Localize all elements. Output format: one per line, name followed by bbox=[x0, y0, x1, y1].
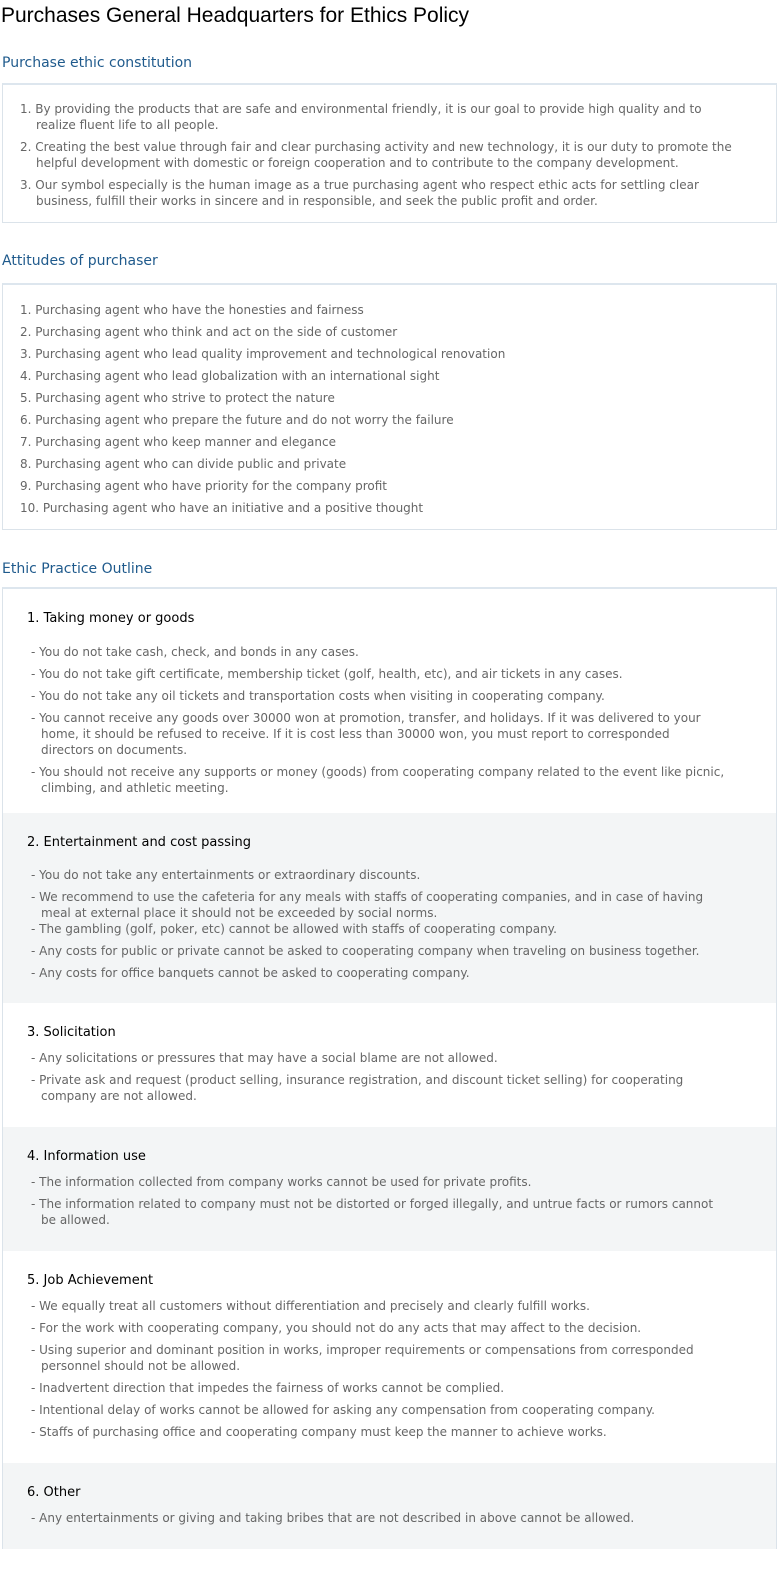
outline-section-heading: 5. Job Achievement bbox=[27, 1273, 154, 1288]
outline-section-2 bbox=[3, 813, 776, 1003]
outline-section-5 bbox=[3, 1251, 776, 1463]
outline-section-heading: 6. Other bbox=[27, 1485, 81, 1500]
attitude-item-7: 7. Purchasing agent who keep manner and elegance bbox=[20, 435, 336, 449]
outline-section-3 bbox=[3, 1003, 776, 1127]
outline-item: - Any entertainments or giving and taking bribes that are not described in above cannot be allowed. bbox=[31, 1511, 635, 1525]
outline-item: - You should not receive any supports or money (goods) from cooperating company related to the event like picnic, bbox=[31, 765, 725, 779]
attitude-item-1: 1. Purchasing agent who have the honesties and fairness bbox=[20, 303, 364, 317]
outline-section-heading: 2. Entertainment and cost passing bbox=[27, 835, 252, 850]
outline-item: be allowed. bbox=[41, 1213, 110, 1227]
constitution-item-3: 3. Our symbol especially is the human image as a true purchasing agent who respect ethic acts for settling clear bbox=[20, 178, 699, 192]
constitution-item-3: business, fulfill their works in sincere and in responsible, and seek the public profit and order. bbox=[36, 194, 598, 208]
outline-item: - We equally treat all customers without differentiation and precisely and clearly fulfill works. bbox=[31, 1299, 590, 1313]
attitude-item-10: 10. Purchasing agent who have an initiative and a positive thought bbox=[20, 501, 424, 515]
outline-section-4 bbox=[3, 1127, 776, 1251]
outline-section-1 bbox=[3, 589, 776, 813]
outline-item: - The information collected from company works cannot be used for private profits. bbox=[31, 1175, 532, 1189]
attitudes-box bbox=[2, 283, 777, 530]
outline-item: - Private ask and request (product selling, insurance registration, and discount ticket selling) for cooperating bbox=[31, 1073, 684, 1087]
outline-title: Ethic Practice Outline bbox=[2, 561, 153, 577]
attitude-item-5: 5. Purchasing agent who strive to protect the nature bbox=[20, 391, 335, 405]
attitude-item-6: 6. Purchasing agent who prepare the future and do not worry the failure bbox=[20, 413, 454, 427]
outline-item: - Inadvertent direction that impedes the fairness of works cannot be complied. bbox=[31, 1381, 505, 1395]
outline-item: directors on documents. bbox=[41, 743, 188, 757]
constitution-item-1: realize fluent life to all people. bbox=[36, 118, 219, 132]
outline-item: - Any costs for office banquets cannot be asked to cooperating company. bbox=[31, 966, 470, 980]
attitudes-title: Attitudes of purchaser bbox=[2, 253, 158, 269]
constitution-box bbox=[2, 83, 777, 223]
outline-item: company are not allowed. bbox=[41, 1089, 197, 1103]
outline-section-6 bbox=[3, 1463, 776, 1549]
outline-section-heading: 3. Solicitation bbox=[27, 1025, 116, 1040]
outline-item: - Any costs for public or private cannot be asked to cooperating company when traveling on business together. bbox=[31, 944, 700, 958]
outline-section-heading: 4. Information use bbox=[27, 1149, 146, 1164]
outline-item: climbing, and athletic meeting. bbox=[41, 781, 229, 795]
outline-item: - Using superior and dominant position in works, improper requirements or compensations from corresponded bbox=[31, 1343, 694, 1357]
outline-item: meal at external place it should not be exceeded by social norms. bbox=[41, 906, 438, 920]
outline-item: - Intentional delay of works cannot be allowed for asking any compensation from cooperating company. bbox=[31, 1403, 655, 1417]
constitution-item-2: 2. Creating the best value through fair and clear purchasing activity and new technology, it is our duty to promote the bbox=[20, 140, 732, 154]
outline-box bbox=[2, 587, 777, 1549]
constitution-item-2: helpful development with domestic or foreign cooperation and to contribute to the company development. bbox=[36, 156, 679, 170]
outline-item: - For the work with cooperating company, you should not do any acts that may affect to the decision. bbox=[31, 1321, 642, 1335]
outline-item: - The information related to company must not be distorted or forged illegally, and untrue facts or rumors cannot bbox=[31, 1197, 714, 1211]
outline-item: - We recommend to use the cafeteria for any meals with staffs of cooperating companies, and in case of having bbox=[31, 890, 704, 904]
outline-item: - Staffs of purchasing office and cooperating company must keep the manner to achieve works. bbox=[31, 1425, 607, 1439]
outline-item: personnel should not be allowed. bbox=[41, 1359, 241, 1373]
attitude-item-4: 4. Purchasing agent who lead globalization with an international sight bbox=[20, 369, 440, 383]
outline-item: - The gambling (golf, poker, etc) cannot be allowed with staffs of cooperating company. bbox=[31, 922, 557, 936]
outline-item: - You do not take cash, check, and bonds in any cases. bbox=[31, 645, 359, 659]
outline-item: - You cannot receive any goods over 30000 won at promotion, transfer, and holidays. If it was delivered to your bbox=[31, 711, 701, 725]
attitude-item-2: 2. Purchasing agent who think and act on the side of customer bbox=[20, 325, 398, 339]
outline-item: - You do not take gift certificate, membership ticket (golf, health, etc), and air tickets in any cases. bbox=[31, 667, 623, 681]
outline-item: - You do not take any oil tickets and transportation costs when visiting in cooperating company. bbox=[31, 689, 605, 703]
constitution-title: Purchase ethic constitution bbox=[2, 55, 193, 71]
page-title: Purchases General Headquarters for Ethics Policy bbox=[1, 4, 470, 27]
outline-item: - Any solicitations or pressures that may have a social blame are not allowed. bbox=[31, 1051, 498, 1065]
outline-section-heading: 1. Taking money or goods bbox=[27, 611, 195, 626]
constitution-item-1: 1. By providing the products that are safe and environmental friendly, it is our goal to provide high quality and to bbox=[20, 102, 702, 116]
outline-item: home, it should be refused to receive. If it is cost less than 30000 won, you must report to corresponded bbox=[41, 727, 670, 741]
attitude-item-9: 9. Purchasing agent who have priority for the company profit bbox=[20, 479, 388, 493]
attitude-item-3: 3. Purchasing agent who lead quality improvement and technological renovation bbox=[20, 347, 506, 361]
attitude-item-8: 8. Purchasing agent who can divide public and private bbox=[20, 457, 347, 471]
outline-item: - You do not take any entertainments or extraordinary discounts. bbox=[31, 868, 421, 882]
